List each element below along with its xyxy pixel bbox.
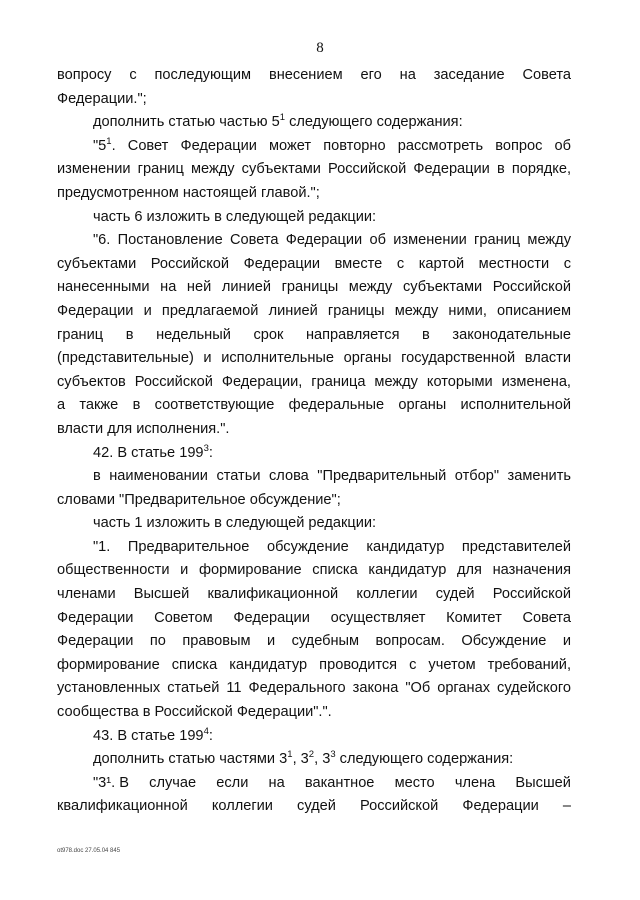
text-line: "3¹. В случае если на вакантное место члена Высшей	[93, 774, 571, 791]
text-line: установленных статьей 11 Федерального закона "Об органах судейского	[57, 680, 571, 697]
paragraph-9	[57, 536, 571, 725]
file-reference: ot978.doc 27.05.04 845	[57, 848, 121, 854]
text-line: (представительные) и исполнительные органы государственной власти	[57, 350, 571, 367]
text-line: субъектами Российской Федерации вместе с картой местности с	[57, 255, 571, 272]
text-line: Федерации по правовым и судебным вопросам. Обсуждение и	[57, 633, 571, 650]
text-line: квалификационной коллегии судей Российской Федерации –	[57, 798, 571, 815]
text-line: 42. В статье $199^3$:	[93, 442, 213, 461]
paragraph-10	[57, 725, 571, 749]
text-line: общественности и формирование списка кандидатур для назначения	[57, 562, 571, 579]
paragraph-12	[57, 772, 571, 819]
text-line: изменении границ между субъектами Российской Федерации в порядке,	[57, 161, 571, 178]
document-body	[57, 64, 571, 819]
text-line: часть 1 изложить в следующей редакции:	[93, 515, 377, 532]
text-line: "$5^1$. Совет Федерации может повторно рассмотреть вопрос об	[93, 135, 571, 154]
text-line: в наименовании статьи слова "Предварительный отбор" заменить	[93, 468, 571, 485]
text-line: Федерации.";	[57, 90, 147, 107]
text-line: субъектов Российской Федерации, граница между которыми изменена,	[57, 373, 571, 390]
text-line: границ в недельный срок направляется в законодательные	[57, 326, 571, 343]
text-line: а также в соответствующие федеральные органы исполнительной	[57, 397, 571, 414]
paragraph-7	[57, 465, 571, 512]
page-number: 8	[316, 40, 324, 56]
text-line: нанесенными на ней линией границы между субъектами Российской	[57, 279, 571, 296]
paragraph-6	[57, 442, 571, 466]
text-line: сообщества в Российской Федерации".".	[57, 704, 332, 721]
text-line: членами Высшей квалификационной коллегии судей Российской	[57, 586, 571, 603]
text-line: предусмотренном настоящей главой.";	[57, 184, 320, 201]
paragraph-8	[57, 512, 571, 536]
text-line: Федерации Советом Федерации осуществляет Комитет Совета	[57, 609, 571, 626]
text-line: дополнить статью частью $5^1$ следующего содержания:	[93, 112, 463, 131]
text-line: формирование списка кандидатур проводится с учетом требований,	[57, 656, 571, 673]
paragraph-3	[57, 135, 571, 206]
text-line: 43. В статье $199^4$:	[93, 725, 213, 744]
paragraph-5	[57, 229, 571, 441]
paragraph-11	[57, 748, 571, 772]
text-line: Федерации и предлагаемой линией границы между ними, описанием	[57, 302, 571, 319]
text-line: часть 6 изложить в следующей редакции:	[93, 208, 377, 225]
text-line: "6. Постановление Совета Федерации об изменении границ между	[93, 232, 571, 249]
text-line: дополнить статью частями $3^1$, $3^2$, $3^3$ следующего содержания:	[93, 749, 514, 768]
text-line: вопросу с последующим внесением его на заседание Совета	[57, 67, 571, 83]
paragraph-1	[57, 64, 571, 111]
text-line: "1. Предварительное обсуждение кандидатур представителей	[93, 538, 571, 555]
text-line: власти для исполнения.".	[57, 420, 230, 437]
text-line: словами "Предварительное обсуждение";	[57, 491, 341, 508]
paragraph-4	[57, 206, 571, 230]
paragraph-2	[57, 111, 571, 135]
